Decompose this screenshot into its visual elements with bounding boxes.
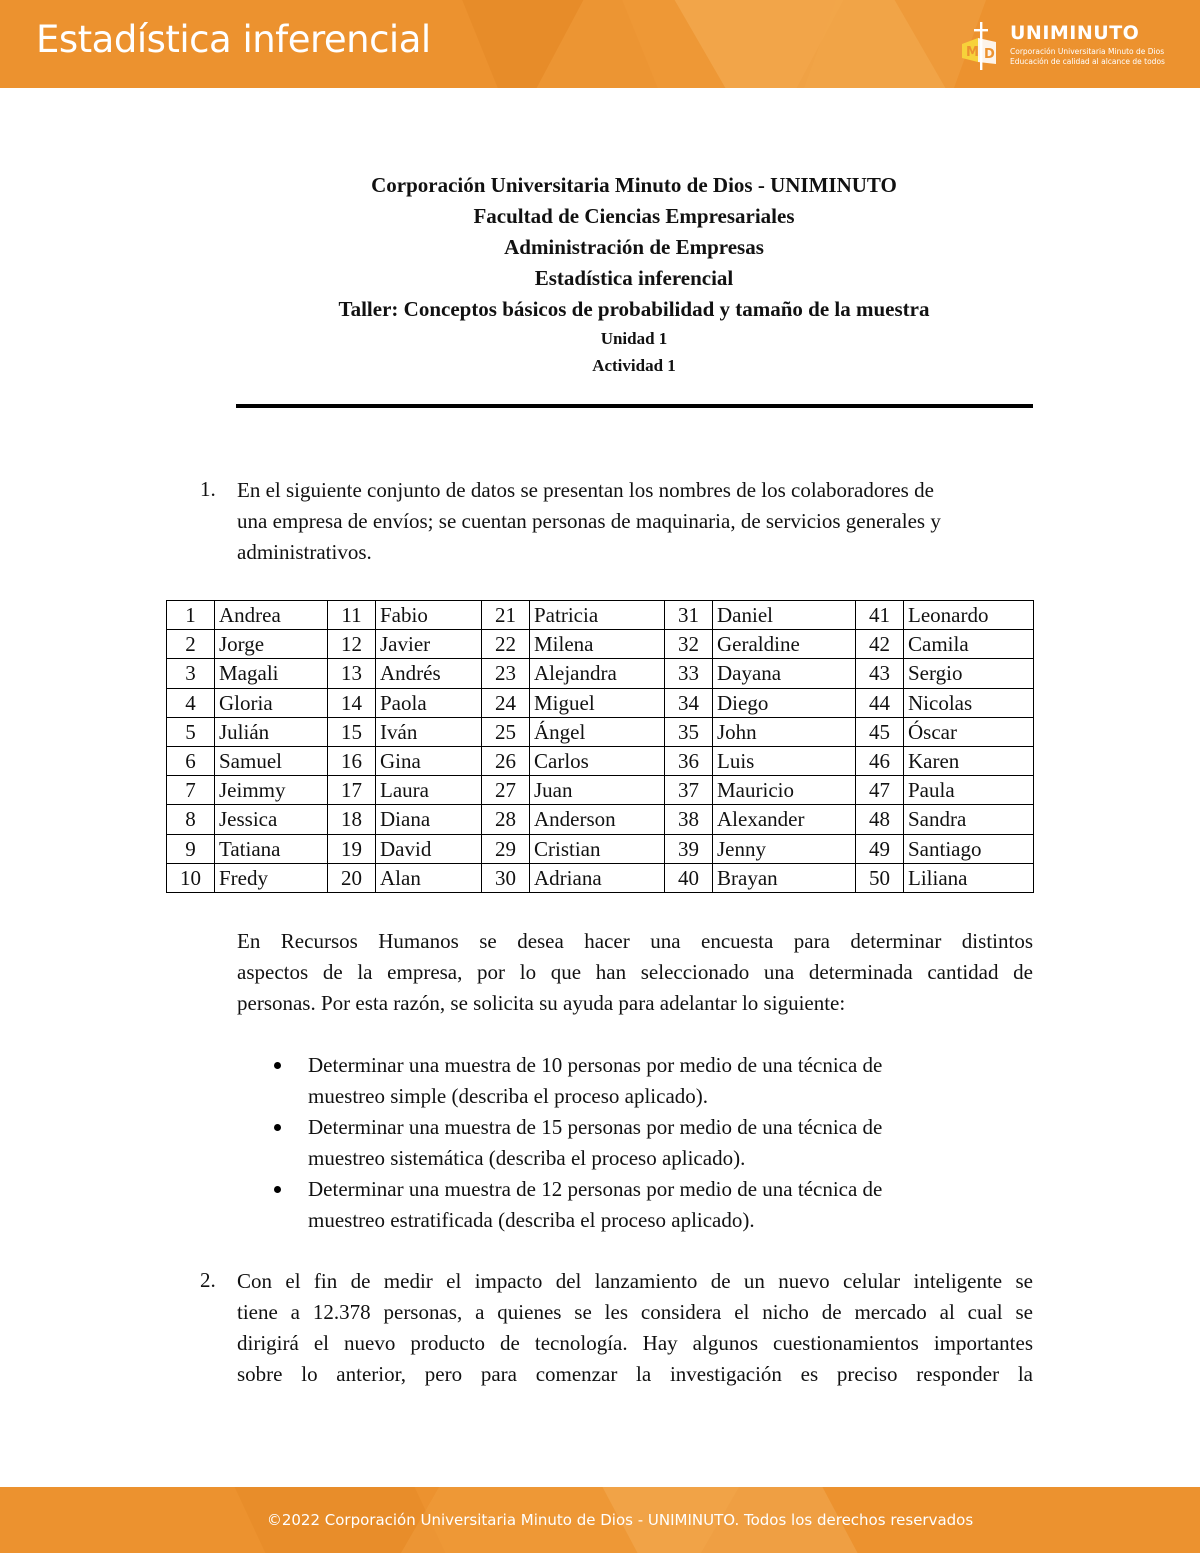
- employee-number-cell: 1: [167, 601, 215, 630]
- logo-subline: Corporación Universitaria Minuto de Dios: [1010, 47, 1165, 56]
- employee-name-cell: Patricia: [530, 601, 665, 630]
- employee-number-cell: 35: [665, 717, 713, 746]
- employee-name-cell: Carlos: [530, 746, 665, 775]
- employee-name-cell: Leonardo: [904, 601, 1034, 630]
- employee-name-cell: Santiago: [904, 834, 1034, 863]
- employee-name-cell: Juan: [530, 776, 665, 805]
- employee-name-cell: Fredy: [215, 863, 328, 892]
- employee-number-cell: 26: [482, 746, 530, 775]
- employee-name-cell: Andrea: [215, 601, 328, 630]
- bullet-item: [308, 1174, 1008, 1236]
- employee-number-cell: 44: [856, 688, 904, 717]
- employee-name-cell: Miguel: [530, 688, 665, 717]
- employee-number-cell: 34: [665, 688, 713, 717]
- unit-title: Unidad 1: [600, 329, 668, 348]
- hr-paragraph: [237, 926, 1033, 1019]
- employee-number-cell: 3: [167, 659, 215, 688]
- employee-name-cell: Jeimmy: [215, 776, 328, 805]
- text-line: tiene a 12.378 personas, a quienes se les considera el nicho de mercado al cual se: [237, 1300, 1033, 1324]
- employee-name-cell: Mauricio: [713, 776, 856, 805]
- employee-number-cell: 21: [482, 601, 530, 630]
- employee-number-cell: 49: [856, 834, 904, 863]
- employee-name-cell: Alejandra: [530, 659, 665, 688]
- text-line: una empresa de envíos; se cuentan personas de maquinaria, de servicios generales y: [237, 509, 941, 533]
- employee-name-cell: Camila: [904, 630, 1034, 659]
- employee-number-cell: 12: [328, 630, 376, 659]
- employee-name-cell: John: [713, 717, 856, 746]
- employee-name-cell: Javier: [376, 630, 482, 659]
- text-line: personas. Por esta razón, se solicita su ayuda para adelantar lo siguiente:: [237, 991, 846, 1015]
- employee-name-cell: Tatiana: [215, 834, 328, 863]
- employee-name-cell: Diana: [376, 805, 482, 834]
- bullet-icon: [274, 1124, 281, 1131]
- table-row: [167, 688, 1034, 717]
- activity-title: Actividad 1: [592, 356, 676, 375]
- employee-name-cell: Laura: [376, 776, 482, 805]
- text-line: Determinar una muestra de 12 personas por medio de una técnica de: [308, 1177, 883, 1201]
- table-row: [167, 630, 1034, 659]
- text-line: muestreo estratificada (describa el proceso aplicado).: [308, 1208, 755, 1232]
- employee-name-cell: Gloria: [215, 688, 328, 717]
- text-line: dirigirá el nuevo producto de tecnología. Hay algunos cuestionamientos importantes: [237, 1331, 1033, 1355]
- employee-name-cell: Sergio: [904, 659, 1034, 688]
- text-line: aspectos de la empresa, por lo que han seleccionado una determinada cantidad de: [237, 960, 1033, 984]
- employee-name-cell: Ángel: [530, 717, 665, 746]
- text-line: Determinar una muestra de 10 personas por medio de una técnica de: [308, 1053, 883, 1077]
- table-row: [167, 746, 1034, 775]
- header-banner: [0, 0, 1200, 88]
- text-line: administrativos.: [237, 540, 372, 564]
- bullet-item: [308, 1050, 1008, 1112]
- program-title: Administración de Empresas: [504, 235, 764, 259]
- employee-number-cell: 32: [665, 630, 713, 659]
- employee-number-cell: 14: [328, 688, 376, 717]
- employee-name-cell: Liliana: [904, 863, 1034, 892]
- employee-name-cell: Julián: [215, 717, 328, 746]
- employee-name-cell: Cristian: [530, 834, 665, 863]
- employee-name-cell: Daniel: [713, 601, 856, 630]
- employee-number-cell: 5: [167, 717, 215, 746]
- employee-number-cell: 17: [328, 776, 376, 805]
- workshop-title: Taller: Conceptos básicos de probabilidad y tamaño de la muestra: [338, 297, 930, 321]
- employee-name-cell: Gina: [376, 746, 482, 775]
- employee-name-cell: Alan: [376, 863, 482, 892]
- employee-name-cell: Geraldine: [713, 630, 856, 659]
- employee-name-cell: Jessica: [215, 805, 328, 834]
- employee-number-cell: 47: [856, 776, 904, 805]
- employee-number-cell: 45: [856, 717, 904, 746]
- employee-number-cell: 33: [665, 659, 713, 688]
- employee-number-cell: 38: [665, 805, 713, 834]
- employee-number-cell: 7: [167, 776, 215, 805]
- copyright-text: ©2022 Corporación Universitaria Minuto de Dios - UNIMINUTO. Todos los derechos reservados: [266, 1511, 974, 1529]
- employee-name-cell: Diego: [713, 688, 856, 717]
- employee-name-cell: Sandra: [904, 805, 1034, 834]
- employee-number-cell: 28: [482, 805, 530, 834]
- employee-number-cell: 6: [167, 746, 215, 775]
- text-line: muestreo simple (describa el proceso aplicado).: [308, 1084, 709, 1108]
- bullet-icon: [274, 1186, 281, 1193]
- header-title: Estadística inferencial: [36, 18, 431, 61]
- employee-name-cell: Alexander: [713, 805, 856, 834]
- employee-number-cell: 9: [167, 834, 215, 863]
- employee-name-cell: Andrés: [376, 659, 482, 688]
- table-row: [167, 834, 1034, 863]
- employee-name-cell: Magali: [215, 659, 328, 688]
- text-line: Con el fin de medir el impacto del lanzamiento de un nuevo celular inteligente se: [237, 1269, 1033, 1293]
- employee-name-cell: Paola: [376, 688, 482, 717]
- employee-number-cell: 19: [328, 834, 376, 863]
- employee-name-cell: Jorge: [215, 630, 328, 659]
- employee-name-cell: Jenny: [713, 834, 856, 863]
- employee-roster-table: [166, 600, 1034, 893]
- employee-number-cell: 8: [167, 805, 215, 834]
- employee-name-cell: Óscar: [904, 717, 1034, 746]
- question-2-number: 2.: [200, 1268, 216, 1292]
- employee-name-cell: Samuel: [215, 746, 328, 775]
- table-row: [167, 805, 1034, 834]
- employee-name-cell: Paula: [904, 776, 1034, 805]
- employee-number-cell: 46: [856, 746, 904, 775]
- employee-number-cell: 11: [328, 601, 376, 630]
- employee-name-cell: Nicolas: [904, 688, 1034, 717]
- employee-number-cell: 18: [328, 805, 376, 834]
- logo-tagline: Educación de calidad al alcance de todos: [1010, 57, 1165, 66]
- employee-number-cell: 40: [665, 863, 713, 892]
- employee-number-cell: 48: [856, 805, 904, 834]
- employee-number-cell: 16: [328, 746, 376, 775]
- employee-number-cell: 22: [482, 630, 530, 659]
- svg-text:D: D: [984, 47, 995, 62]
- employee-name-cell: Milena: [530, 630, 665, 659]
- title-divider: [236, 404, 1033, 408]
- employee-number-cell: 13: [328, 659, 376, 688]
- question-1-number: 1.: [200, 477, 216, 501]
- employee-number-cell: 41: [856, 601, 904, 630]
- employee-number-cell: 24: [482, 688, 530, 717]
- employee-name-cell: Adriana: [530, 863, 665, 892]
- faculty-title: Facultad de Ciencias Empresariales: [473, 204, 795, 228]
- question-1-text: [237, 475, 1033, 568]
- table-row: [167, 776, 1034, 805]
- text-line: Determinar una muestra de 15 personas por medio de una técnica de: [308, 1115, 883, 1139]
- employee-number-cell: 20: [328, 863, 376, 892]
- table-row: [167, 659, 1034, 688]
- document-title-block: [236, 170, 1032, 379]
- employee-number-cell: 42: [856, 630, 904, 659]
- text-line: sobre lo anterior, pero para comenzar la investigación es preciso responder la: [237, 1362, 1033, 1386]
- employee-name-cell: Anderson: [530, 805, 665, 834]
- employee-name-cell: Brayan: [713, 863, 856, 892]
- svg-text:M: M: [966, 45, 979, 60]
- employee-number-cell: 25: [482, 717, 530, 746]
- employee-number-cell: 36: [665, 746, 713, 775]
- employee-number-cell: 31: [665, 601, 713, 630]
- footer-banner: [0, 1487, 1200, 1553]
- employee-number-cell: 30: [482, 863, 530, 892]
- employee-name-cell: Fabio: [376, 601, 482, 630]
- employee-name-cell: Luis: [713, 746, 856, 775]
- employee-name-cell: Dayana: [713, 659, 856, 688]
- employee-name-cell: David: [376, 834, 482, 863]
- employee-number-cell: 37: [665, 776, 713, 805]
- text-line: muestreo sistemática (describa el proceso aplicado).: [308, 1146, 746, 1170]
- bullet-icon: [274, 1062, 281, 1069]
- employee-number-cell: 27: [482, 776, 530, 805]
- table-row: [167, 601, 1034, 630]
- employee-number-cell: 29: [482, 834, 530, 863]
- employee-number-cell: 50: [856, 863, 904, 892]
- employee-number-cell: 23: [482, 659, 530, 688]
- uniminuto-logo: [958, 20, 1165, 72]
- table-row: [167, 863, 1034, 892]
- course-title: Estadística inferencial: [534, 266, 734, 290]
- question-2-text: [237, 1266, 1033, 1390]
- employee-name-cell: Iván: [376, 717, 482, 746]
- text-line: En el siguiente conjunto de datos se presentan los nombres de los colaboradores de: [237, 478, 934, 502]
- employee-number-cell: 15: [328, 717, 376, 746]
- uniminuto-emblem-icon: [958, 20, 1004, 72]
- logo-name: UNIMINUTO: [1010, 22, 1140, 44]
- employee-number-cell: 2: [167, 630, 215, 659]
- table-row: [167, 717, 1034, 746]
- employee-number-cell: 39: [665, 834, 713, 863]
- employee-number-cell: 43: [856, 659, 904, 688]
- employee-name-cell: Karen: [904, 746, 1034, 775]
- text-line: En Recursos Humanos se desea hacer una encuesta para determinar distintos: [237, 929, 1033, 953]
- employee-number-cell: 4: [167, 688, 215, 717]
- bullet-item: [308, 1112, 1008, 1174]
- institution-title: Corporación Universitaria Minuto de Dios - UNIMINUTO: [371, 173, 897, 197]
- employee-number-cell: 10: [167, 863, 215, 892]
